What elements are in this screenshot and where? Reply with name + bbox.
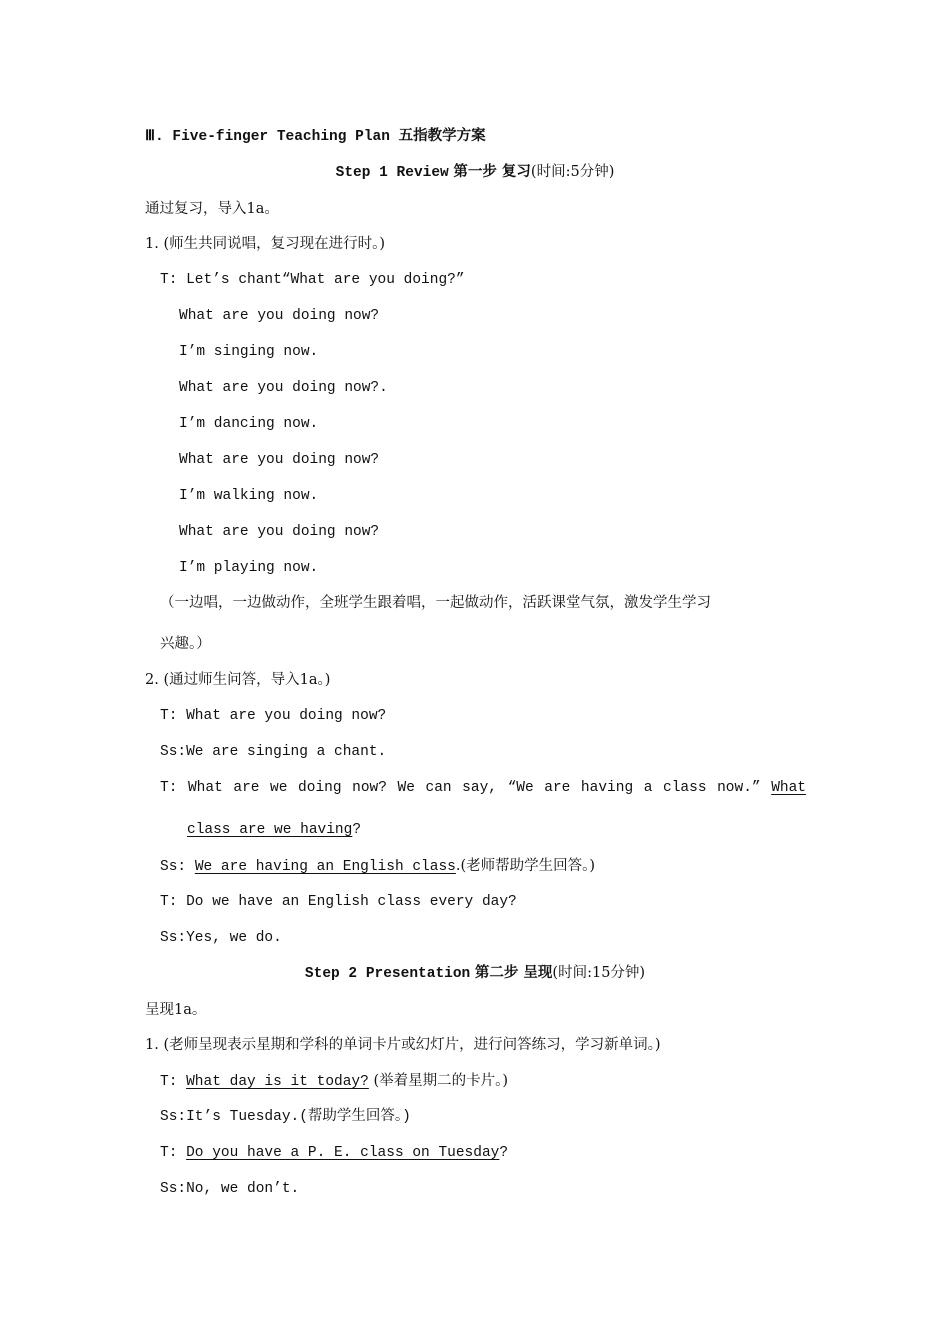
chant-line: I’m singing now.: [179, 344, 319, 360]
underlined-text: What day is it today?: [186, 1074, 369, 1090]
step1-intro: 通过复习，导入1a。: [145, 201, 279, 217]
chant-line: What are you doing now?.: [179, 380, 388, 396]
underlined-text: We are having an English class: [194, 859, 456, 875]
step2-heading-en: Step 2 Presentation: [304, 966, 471, 982]
dialogue-line: T: Do we have an English class every day?: [160, 894, 517, 910]
step1-note-line2: 兴趣。）: [160, 636, 211, 652]
section-title-en: Ⅲ. Five-finger Teaching Plan: [145, 129, 390, 145]
underlined-text: class are we having: [187, 822, 353, 838]
step1-heading-en: Step 1 Review: [335, 165, 449, 181]
chant-line: I’m dancing now.: [179, 416, 319, 432]
step2-intro: 呈现1a。: [145, 1002, 207, 1018]
step2-heading: [0, 963, 950, 984]
step1-heading: [0, 162, 950, 183]
chant-line: What are you doing now?: [179, 452, 380, 468]
dialogue-line: T: What day is it today? (举着星期二的卡片。): [160, 1073, 509, 1090]
dialogue-line: Ss: We are having an English class.(老师帮助学生回答。): [160, 858, 596, 875]
chant-line: What are you doing now?: [179, 308, 380, 324]
step1-item2-label: 2. (通过师生问答，导入1a。): [145, 672, 331, 688]
dialogue-line-continued: class are we having?: [187, 822, 362, 838]
step2-item1-label: 1. (老师呈现表示星期和学科的单词卡片或幻灯片，进行问答练习，学习新单词。): [145, 1037, 661, 1053]
step2-time: (时间:15分钟): [552, 965, 646, 981]
chant-line: I’m playing now.: [179, 560, 319, 576]
step1-t-chant: T: Let’s chant“What are you doing?”: [160, 272, 465, 288]
step2-heading-zh: 第二步 呈现: [474, 964, 553, 981]
dialogue-line: Ss:Yes, we do.: [160, 930, 282, 946]
dialogue-line: T: What are you doing now?: [160, 708, 387, 724]
step1-heading-zh: 第一步 复习: [453, 163, 531, 180]
dialogue-line: T: What are we doing now? We can say, “We are having a class now.” What: [160, 780, 806, 796]
section-title-zh: 五指教学方案: [398, 129, 486, 145]
underlined-text: Do you have a P. E. class on Tuesday: [186, 1145, 500, 1161]
dialogue-line: Ss:We are singing a chant.: [160, 744, 387, 760]
chant-line: What are you doing now?: [179, 524, 380, 540]
chant-line: I’m walking now.: [179, 488, 319, 504]
step1-time: (时间:5分钟): [530, 164, 615, 180]
step1-note-line1: （一边唱，一边做动作，全班学生跟着唱，一起做动作，活跃课堂气氛，激发学生学习: [160, 595, 711, 611]
underlined-text: What: [771, 780, 806, 796]
dialogue-line: Ss:It’s Tuesday.(帮助学生回答。): [160, 1109, 411, 1125]
section-title: [145, 127, 486, 147]
dialogue-line: T: Do you have a P. E. class on Tuesday?: [160, 1145, 509, 1161]
step1-item1-label: 1. (师生共同说唱，复习现在进行时。): [145, 236, 386, 252]
dialogue-line: Ss:No, we don’t.: [160, 1181, 300, 1197]
